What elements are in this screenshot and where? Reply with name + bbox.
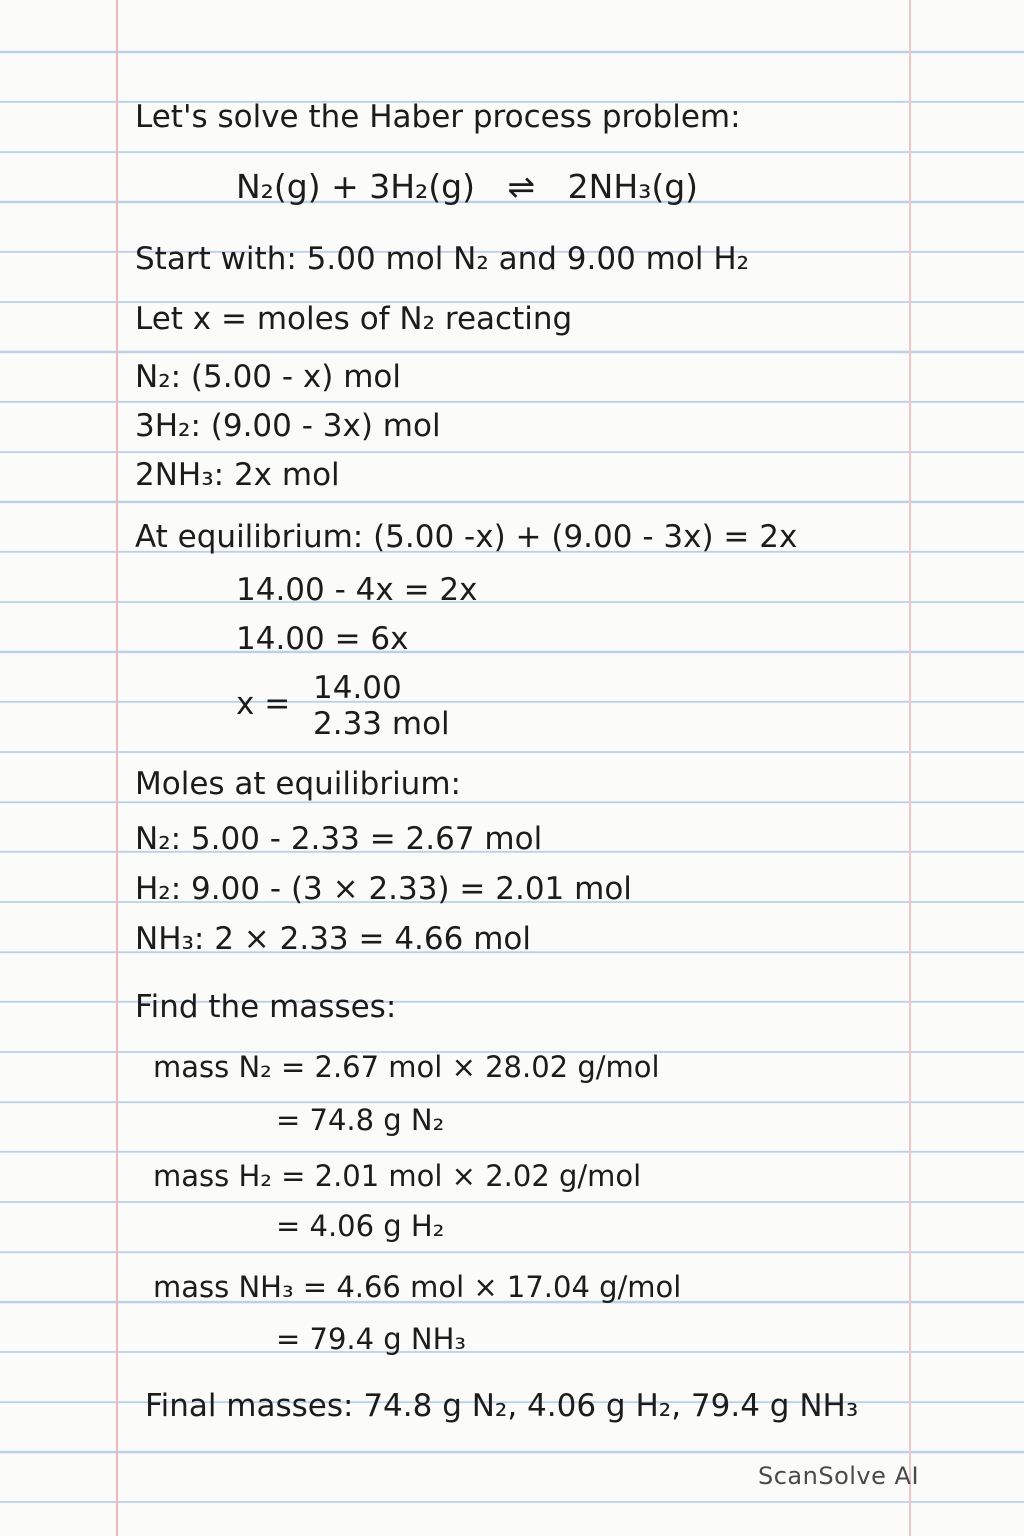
margin-line-right — [909, 0, 911, 1536]
step-one: 14.00 - 4x = 2x — [236, 572, 478, 608]
mass-h2-result: = 4.06 g H₂ — [276, 1209, 445, 1243]
haber-equation — [236, 168, 698, 206]
mass-h2-line: mass H₂ = 2.01 mol × 2.02 g/mol — [153, 1159, 642, 1193]
n2-expression: N₂: (5.00 - x) mol — [135, 359, 401, 395]
start-line: Start with: 5.00 mol N₂ and 9.00 mol H₂ — [135, 241, 750, 277]
moles-heading: Moles at equilibrium: — [135, 766, 461, 802]
mass-nh3-result: = 79.4 g NH₃ — [276, 1322, 467, 1356]
equation-products: 2NH₃(g) — [567, 167, 699, 206]
let-x-line: Let x = moles of N₂ reacting — [135, 301, 573, 337]
mass-n2-result: = 74.8 g N₂ — [276, 1103, 445, 1137]
intro-line: Let's solve the Haber process problem: — [135, 99, 741, 135]
h2-moles: H₂: 9.00 - (3 × 2.33) = 2.01 mol — [135, 871, 632, 907]
step-two: 14.00 = 6x — [236, 621, 409, 657]
scansolve-watermark: ScanSolve AI — [758, 1462, 920, 1490]
h2-expression: 3H₂: (9.00 - 3x) mol — [135, 408, 441, 444]
equation-reactants: N₂(g) + 3H₂(g) — [236, 167, 475, 206]
margin-line-left — [116, 0, 118, 1536]
nh3-moles: NH₃: 2 × 2.33 = 4.66 mol — [135, 921, 531, 957]
masses-heading: Find the masses: — [135, 989, 397, 1025]
equilibrium-arrow-icon: ⇌ — [507, 167, 536, 206]
final-masses: Final masses: 74.8 g N₂, 4.06 g H₂, 79.4 g NH₃ — [145, 1388, 859, 1424]
mass-n2-line: mass N₂ = 2.67 mol × 28.02 g/mol — [153, 1050, 660, 1084]
fraction-lhs: x = — [236, 686, 291, 722]
mass-nh3-line: mass NH₃ = 4.66 mol × 17.04 g/mol — [153, 1270, 682, 1304]
n2-moles: N₂: 5.00 - 2.33 = 2.67 mol — [135, 821, 543, 857]
nh3-expression: 2NH₃: 2x mol — [135, 457, 340, 493]
equilibrium-equation: At equilibrium: (5.00 -x) + (9.00 - 3x) = 2x — [135, 519, 798, 555]
fraction-denominator: 2.33 mol — [313, 706, 450, 742]
x-fraction — [236, 672, 496, 742]
fraction-numerator: 14.00 — [313, 670, 402, 706]
